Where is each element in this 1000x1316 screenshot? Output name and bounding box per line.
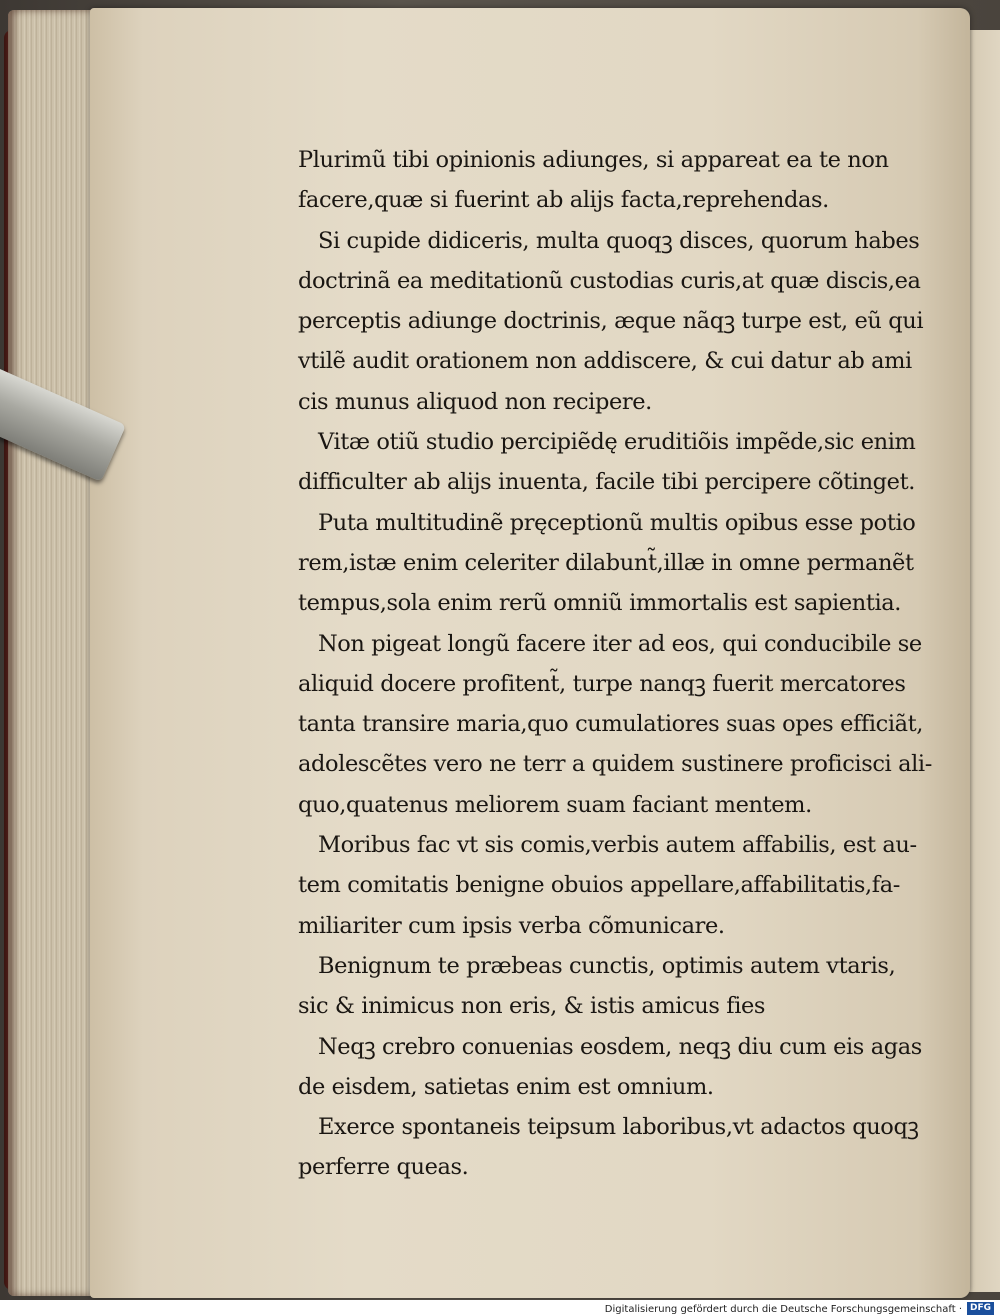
text-line: quo,quatenus meliorem suam faciant mentem. (298, 791, 812, 818)
text-line: Exerce spontaneis teipsum laboribus,vt adactos quoqꝫ (318, 1114, 919, 1141)
text-line: perferre queas. (298, 1154, 469, 1181)
text-line: Moribus fac vt sis comis,verbis autem affabilis, est au- (318, 832, 917, 859)
text-line: Neqꝫ crebro conuenias eosdem, neqꝫ diu cum eis agas (318, 1033, 922, 1060)
page-text (298, 140, 938, 1188)
text-line: difficulter ab alijs inuenta, facile tibi percipere cõtinget. (298, 469, 915, 496)
text-line: Non pigeat longũ facere iter ad eos, qui conducibile se (318, 630, 922, 657)
text-line: rem,istæ enim celeriter dilabunt̃,illæ in omne permanẽt (298, 549, 914, 576)
text-line: cis munus aliquod non recipere. (298, 388, 652, 415)
text-line: miliariter cum ipsis verba cõmunicare. (298, 912, 725, 939)
text-line: Puta multitudinẽ pręceptionũ multis opibus esse potio (318, 509, 916, 536)
text-line: de eisdem, satietas enim est omnium. (298, 1073, 714, 1100)
text-line: vtilẽ audit orationem non addiscere, & cui datur ab ami (298, 348, 912, 375)
page-edges (8, 10, 98, 1296)
funding-credit: Digitalisierung gefördert durch die Deutsche Forschungsgemeinschaft · (604, 1304, 962, 1315)
text-line: sic & inimicus non eris, & istis amicus fies (298, 993, 766, 1020)
text-line: facere,quæ si fuerint ab alijs facta,reprehendas. (298, 187, 829, 214)
text-line: tem comitatis benigne obuios appellare,affabilitatis,fa- (298, 872, 900, 899)
text-line: aliquid docere profitent̃, turpe nanqꝫ fuerit mercatores (298, 670, 906, 697)
text-line: Benignum te præbeas cunctis, optimis autem vtaris, (318, 952, 896, 979)
text-line: tanta transire maria,quo cumulatiores suas opes efficiãt, (298, 711, 924, 738)
dfg-logo: DFG (967, 1302, 994, 1315)
text-line: Si cupide didiceris, multa quoqꝫ disces, quorum habes (318, 227, 920, 254)
text-line: Vitæ otiũ studio percipiẽdę eruditiõis impẽde,sic enim (318, 429, 916, 456)
text-line: doctrinã ea meditationũ custodias curis,at quæ discis,ea (298, 267, 921, 294)
text-line: adolescẽtes vero ne terr a quidem sustinere proficisci ali- (298, 751, 932, 778)
text-line: Plurimũ tibi opinionis adiunges, si appareat ea te non (298, 147, 889, 173)
text-line: tempus,sola enim rerũ omniũ immortalis est sapientia. (298, 590, 902, 617)
text-line: perceptis adiunge doctrinis, æque nãqꝫ turpe est, eũ qui (298, 308, 924, 335)
footer-bar (0, 1300, 1000, 1316)
